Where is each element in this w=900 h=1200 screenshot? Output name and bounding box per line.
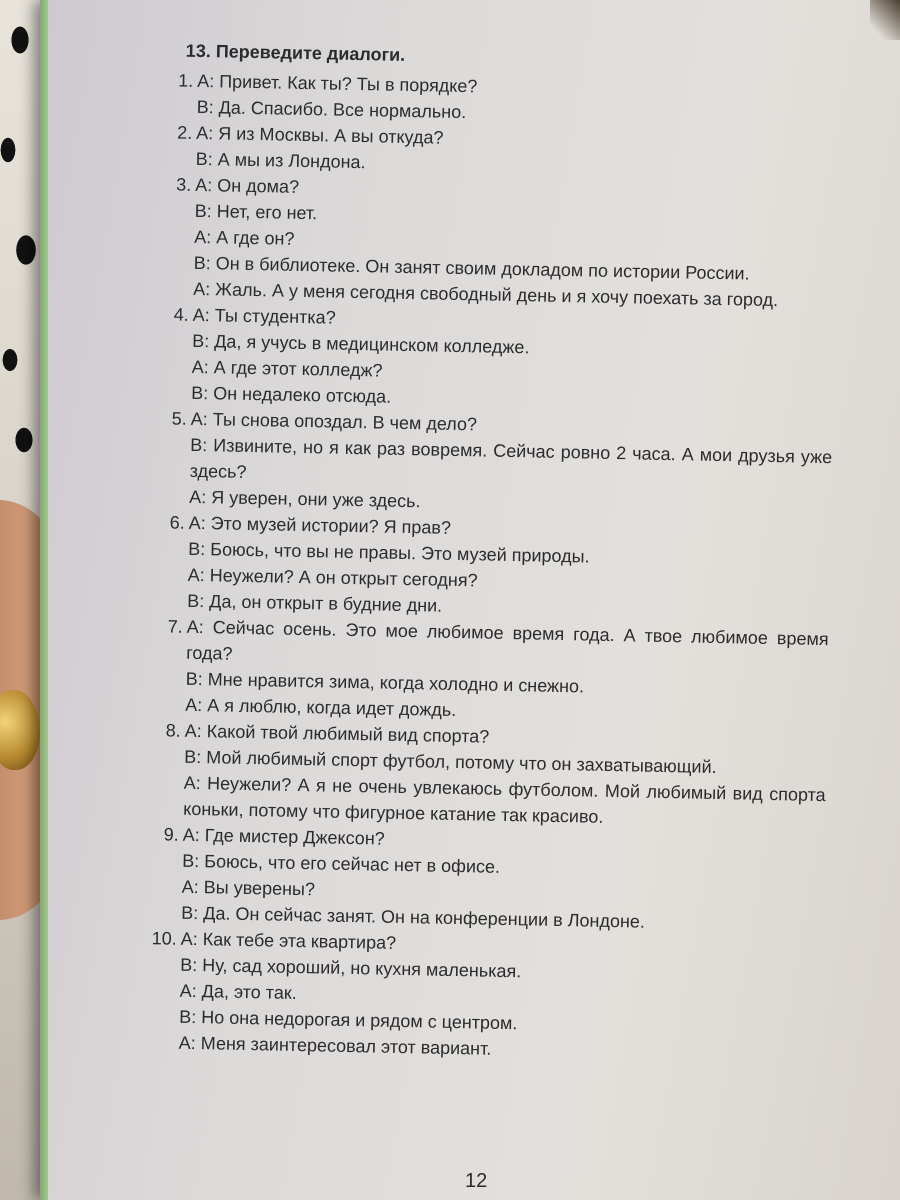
- dialog-number: 9.: [163, 824, 179, 845]
- dialog-line: А: Как тебе эта квартира?: [180, 928, 397, 953]
- dialog-line: А: Вы уверены?: [181, 876, 316, 900]
- dialog-line: А: Неужели? А я не очень увлекаюсь футболом. Мой любимый вид спорта коньки, потому что фигурное катание так красиво.: [183, 772, 826, 827]
- dialog-line: В: Ну, сад хороший, но кухня маленькая.: [180, 954, 522, 982]
- dialog-line: В: Да, я учусь в медицинском колледже.: [192, 330, 530, 358]
- dialog-line: В: Извините, но я как раз вовремя. Сейчас ровно 2 часа. А мои друзья уже здесь?: [189, 434, 833, 482]
- page-number: 12: [465, 1170, 488, 1192]
- dialog-line: А: Сейчас осень. Это мое любимое время года. А твое любимое время года?: [186, 616, 829, 664]
- dialog-line: А: А я люблю, когда идет дождь.: [185, 694, 457, 721]
- dialog-line: А: А где этот колледж?: [191, 356, 383, 381]
- dialog-number: 4.: [173, 304, 189, 325]
- exercise-content: [131, 40, 840, 1068]
- dialog-item: [137, 613, 829, 730]
- dialog-line: В: Боюсь, что его сейчас нет в офисе.: [182, 850, 501, 877]
- dialog-line: А: Я из Москвы. А вы откуда?: [196, 122, 444, 148]
- dialog-line: А: А где он?: [194, 226, 295, 249]
- dialog-line: В: Да. Он сейчас занят. Он на конференции в Лондоне.: [181, 902, 646, 932]
- dialog-line: В: Мой любимый спорт футбол, потому что он захватывающий.: [184, 746, 717, 778]
- dialog-item: [145, 171, 837, 314]
- dialog-line: А: Привет. Как ты? Ты в порядке?: [197, 70, 478, 97]
- dialog-line: А: Где мистер Джексон?: [182, 824, 385, 849]
- dialog-line: А: Неужели? А он открыт сегодня?: [187, 564, 478, 591]
- dialog-number: 1.: [178, 70, 194, 91]
- dialog-line: А: Ты студентка?: [192, 304, 336, 328]
- dialog-line: А: Жаль. А у меня сегодня свободный день и я хочу поехать за город.: [193, 278, 779, 311]
- dialog-number: 10.: [151, 928, 177, 949]
- dialog-line: В: А мы из Лондона.: [195, 148, 366, 173]
- dialog-line: А: Да, это так.: [179, 980, 297, 1003]
- dialog-number: 6.: [169, 512, 185, 533]
- dialog-line: А: Он дома?: [195, 174, 300, 197]
- dialog-item: [143, 301, 835, 418]
- dialog-line: А: Я уверен, они уже здесь.: [189, 486, 421, 512]
- dialog-line: В: Он в библиотеке. Он занят своим докладом по истории России.: [193, 252, 750, 284]
- dialog-item: [133, 821, 825, 938]
- dialog-line: В: Мне нравится зима, когда холодно и снежно.: [185, 668, 585, 697]
- dialog-line: А: Ты снова опоздал. В чем дело?: [190, 408, 478, 435]
- dialog-line: В: Да. Спасибо. Все нормально.: [196, 96, 467, 123]
- dialog-number: 5.: [171, 408, 187, 429]
- dialog-line: В: Нет, его нет.: [194, 200, 318, 224]
- dialog-line: В: Но она недорогая и рядом с центром.: [179, 1006, 518, 1034]
- dialog-line: В: Он недалеко отсюда.: [191, 382, 392, 407]
- dialog-number: 7.: [167, 616, 183, 637]
- dialog-number: 8.: [165, 720, 181, 741]
- dialog-line: В: Боюсь, что вы не правы. Это музей природы.: [188, 538, 590, 567]
- dialog-line: А: Меня заинтересовал этот вариант.: [178, 1032, 492, 1059]
- dialog-line: А: Какой твой любимый вид спорта?: [184, 720, 490, 747]
- dialog-item: [135, 717, 827, 834]
- dialog-number: 3.: [176, 174, 192, 195]
- dialog-line: В: Да, он открыт в будние дни.: [187, 590, 443, 616]
- dialog-item: [131, 925, 823, 1068]
- dialog-list: [131, 67, 840, 1068]
- exercise-heading: 13. Переведите диалоги.: [185, 40, 406, 65]
- corner-shadow: [870, 0, 900, 40]
- dialog-item: [141, 405, 833, 522]
- dialog-number: 2.: [177, 122, 193, 143]
- dialog-line: А: Это музей истории? Я прав?: [188, 512, 452, 538]
- page-edge-green: [40, 0, 48, 1200]
- dialog-item: [139, 509, 831, 626]
